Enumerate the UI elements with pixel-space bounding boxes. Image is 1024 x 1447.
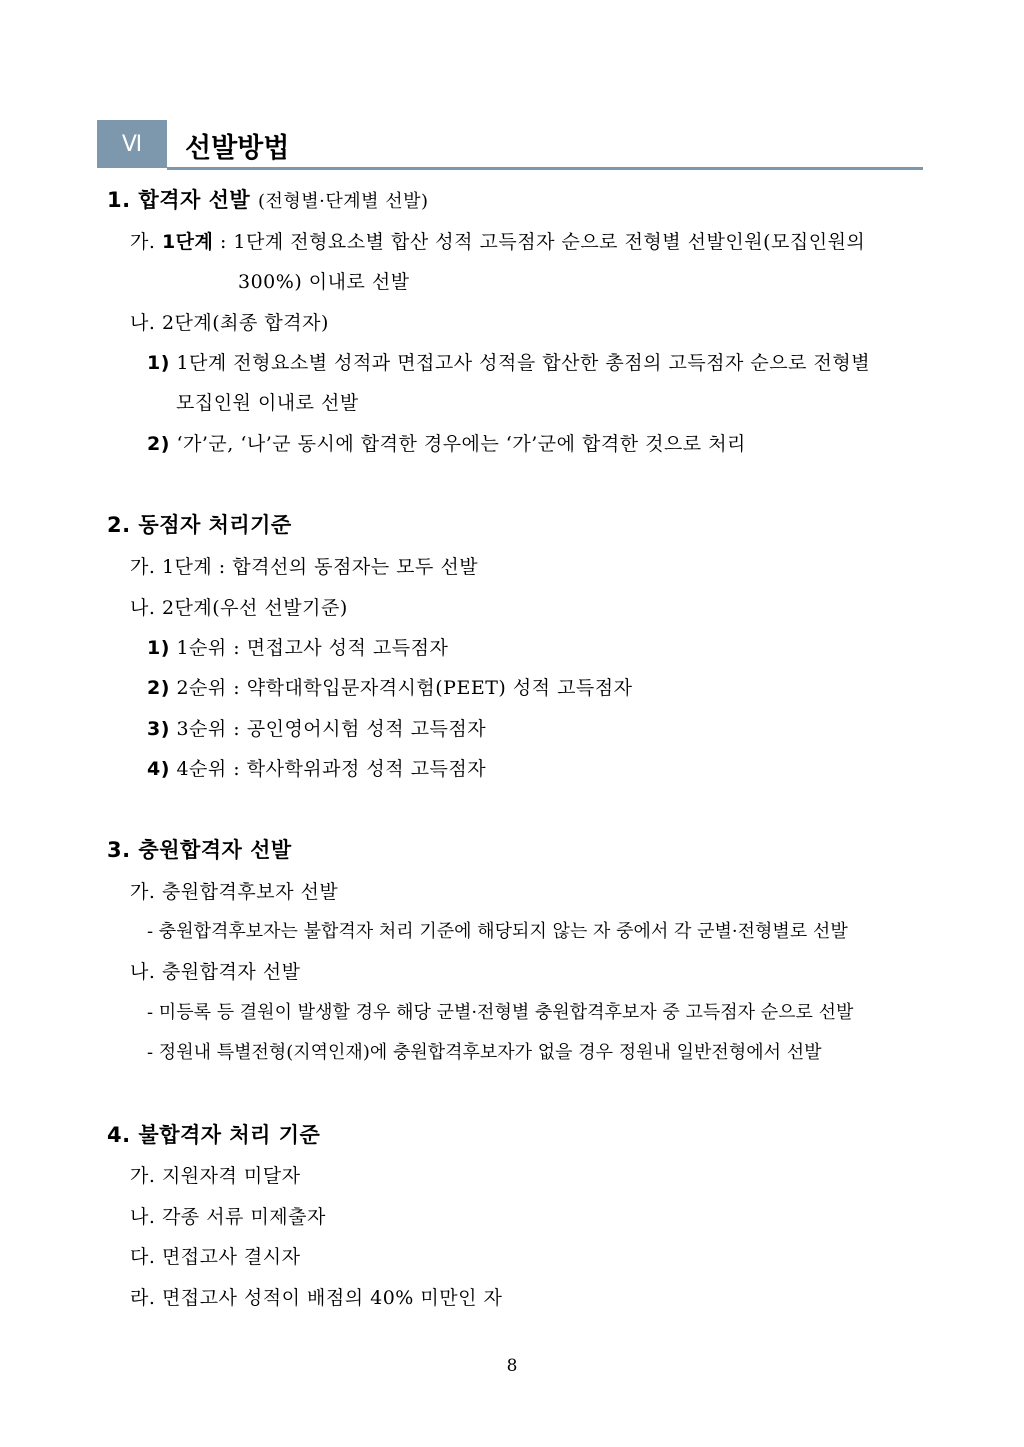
list-item-number: 1) (147, 637, 170, 659)
list-item (147, 716, 486, 742)
s3-na-bullet2: - 정원내 특별전형(지역인재)에 충원합격후보자가 없을 경우 정원내 일반전형에서 선발 (147, 1042, 822, 1063)
s1-ga-stage: 1단계 (161, 231, 214, 253)
s1-item2-number: 2) (147, 433, 170, 455)
s1-heading-text: 합격자 선발 (138, 188, 251, 212)
list-item-number: 3) (147, 718, 170, 740)
s1-item1-line1: 1단계 전형요소별 성적과 면접고사 성적을 합산한 총점의 고득점자 순으로 전형별 (176, 352, 871, 374)
s4-heading-number: 4. (107, 1123, 131, 1147)
s2-heading-text: 동점자 처리기준 (138, 513, 292, 537)
s4-heading (107, 1122, 320, 1148)
s1-ga-text-line1: : 1단계 전형요소별 합산 성적 고득점자 순으로 전형별 선발인원(모집인원의 (219, 231, 866, 253)
section-underline (167, 167, 923, 170)
s2-na-label: 나. (130, 597, 156, 619)
s2-ga (130, 554, 478, 580)
section-number: Ⅵ (97, 120, 167, 168)
s3-na-text: 충원합격자 선발 (161, 961, 301, 983)
list-item-number: 2) (147, 677, 170, 699)
s1-item1-cont: 모집인원 이내로 선발 (176, 392, 359, 414)
s3-ga (130, 879, 338, 905)
s3-ga-label: 가. (130, 881, 156, 903)
s1-ga (130, 229, 865, 255)
s1-heading (107, 187, 429, 215)
s2-heading (107, 512, 292, 538)
s3-na (130, 959, 300, 985)
s3-heading-text: 충원합격자 선발 (138, 838, 292, 862)
s1-ga-label: 가. (130, 231, 156, 253)
list-item-text: 지원자격 미달자 (161, 1165, 301, 1187)
list-item-text: 3순위 : 공인영어시험 성적 고득점자 (176, 718, 487, 740)
list-item-text: 2순위 : 약학대학입문자격시험(PEET) 성적 고득점자 (176, 677, 633, 699)
s1-heading-sub: (전형별·단계별 선발) (257, 191, 429, 212)
list-item-label: 가. (130, 1165, 156, 1187)
s3-na-bullet1: - 미등록 등 결원이 발생할 경우 해당 군별·전형별 충원합격후보자 중 고득점자 순으로 선발 (147, 1002, 854, 1023)
s2-na (130, 595, 348, 621)
s1-ga-cont: 300%) 이내로 선발 (238, 271, 410, 293)
s4-heading-text: 불합격자 처리 기준 (138, 1123, 321, 1147)
s3-ga-text: 충원합격후보자 선발 (161, 881, 339, 903)
list-item (130, 1163, 300, 1189)
list-item-text: 1순위 : 면접고사 성적 고득점자 (176, 637, 449, 659)
section-title: 선발방법 (185, 133, 290, 164)
list-item-label: 나. (130, 1206, 156, 1228)
list-item-text: 면접고사 결시자 (161, 1246, 301, 1268)
s1-item1-number: 1) (147, 352, 170, 374)
list-item-text: 각종 서류 미제출자 (161, 1206, 326, 1228)
s1-item2-text: ‘가’군, ‘나’군 동시에 합격한 경우에는 ‘가’군에 합격한 것으로 처리 (176, 433, 746, 455)
list-item (147, 756, 486, 782)
s2-ga-text: 1단계 : 합격선의 동점자는 모두 선발 (161, 556, 479, 578)
s1-na-label: 나. (130, 312, 156, 334)
section-header (97, 120, 923, 170)
list-item (147, 675, 633, 701)
s1-na (130, 310, 329, 336)
list-item (130, 1285, 502, 1311)
list-item (130, 1204, 326, 1230)
list-item (130, 1244, 300, 1270)
s3-ga-bullet: - 충원합격후보자는 불합격자 처리 기준에 해당되지 않는 자 중에서 각 군별·전형별로 선발 (147, 921, 848, 942)
s1-item2 (147, 431, 746, 457)
list-item-text: 면접고사 성적이 배점의 40% 미만인 자 (161, 1287, 503, 1309)
s2-heading-number: 2. (107, 513, 131, 537)
s2-ga-label: 가. (130, 556, 156, 578)
s1-heading-number: 1. (107, 188, 131, 212)
list-item-text: 4순위 : 학사학위과정 성적 고득점자 (176, 758, 487, 780)
s3-heading-number: 3. (107, 838, 131, 862)
s1-na-text: 2단계(최종 합격자) (161, 312, 329, 334)
list-item-label: 라. (130, 1287, 156, 1309)
page-number: 8 (506, 1356, 518, 1376)
s2-na-text: 2단계(우선 선발기준) (161, 597, 348, 619)
list-item-label: 다. (130, 1246, 156, 1268)
s1-item1 (147, 350, 870, 376)
list-item-number: 4) (147, 758, 170, 780)
s3-na-label: 나. (130, 961, 156, 983)
s3-heading (107, 837, 292, 863)
list-item (147, 635, 448, 661)
